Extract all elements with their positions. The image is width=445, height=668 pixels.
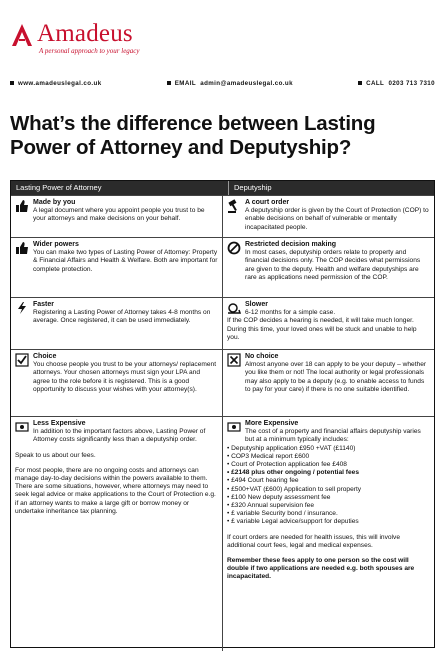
- lpa-row-title: Made by you: [33, 199, 76, 206]
- lpa-cell: [11, 196, 223, 237]
- deputyship-row-title: A court order: [245, 199, 290, 206]
- lpa-row-body: In addition to the important factors above, Lasting Power of Attorney costs significantly less than a deputyship order.: [33, 428, 206, 444]
- list-item: • COP3 Medical report £600: [227, 452, 310, 460]
- deputyship-row-body: In most cases, deputyship orders relate to property and financial decisions only. The COP decides what permissions are given to the deputy. Health and welfare deputyships are rare as applications need permission of the COP.: [245, 249, 421, 281]
- deputyship-row-body: The cost of a property and financial affairs deputyship varies but at a minimum typically includes:: [245, 428, 421, 444]
- lpa-cell: [11, 238, 223, 297]
- website-text: www.amadeuslegal.co.uk: [18, 80, 102, 87]
- website-link[interactable]: [10, 80, 102, 92]
- amadeus-logo-icon: [10, 23, 34, 47]
- table-row: [11, 349, 434, 416]
- comparison-table: [10, 180, 435, 648]
- deputyship-row-body-extra: If the COP decides a hearing is needed, it will take much longer. During this time, your loved ones will be stuck and unable to help you.: [227, 317, 417, 341]
- deputyship-row-title: Restricted decision making: [245, 241, 337, 248]
- money-icon: [227, 420, 241, 434]
- brand-name: Amadeus: [37, 20, 133, 47]
- lpa-row-title: Faster: [33, 301, 55, 308]
- prohibited-icon: [227, 241, 241, 255]
- deputyship-row-title: Slower: [245, 301, 268, 308]
- lightning-icon: [15, 301, 29, 315]
- email-label: EMAIL: [174, 80, 196, 87]
- table-header: [11, 181, 434, 195]
- lpa-ongoing-costs: For most people, there are no ongoing costs and attorneys can manage day-to-day decisions within the powers available to them. There are some situations, however, where attorneys may need to seek legal advice or make applications to the Court of Protection e.g. if an attorney wants to make a large gift or borrow money or undertake inheritance tax planning.: [15, 466, 216, 515]
- bullet-square-icon: [358, 81, 362, 85]
- deputyship-row-title: More Expensive: [245, 420, 299, 427]
- brand-tagline: A personal approach to your legacy: [39, 47, 140, 55]
- thumbs-up-icon: [15, 241, 29, 255]
- table-row: [11, 195, 434, 237]
- bullet-square-icon: [167, 81, 171, 85]
- table-row: [11, 297, 434, 349]
- logo[interactable]: [10, 22, 140, 55]
- bullet-square-icon: [10, 81, 14, 85]
- deputyship-row-body: Almost anyone over 18 can apply to be your deputy – whether you like them or not! The local authority or legal professionals may also apply to be a deputy (e.g. to enable access to funds to pay for your care) if there is no one suitable identified.: [245, 361, 427, 393]
- table-row: [11, 416, 434, 651]
- deputyship-cell: [223, 350, 434, 416]
- lpa-cell: [11, 298, 223, 349]
- deputyship-cell: [223, 298, 434, 349]
- deputyship-cell: [223, 417, 434, 651]
- health-orders-note: If court orders are needed for health issues, this will involve additional court fees, legal and medical expenses.: [227, 533, 400, 549]
- list-item: • £320 Annual supervision fee: [227, 502, 314, 510]
- list-item: • £100 New deputy assessment fee: [227, 493, 331, 501]
- list-item: • Court of Protection application fee £408: [227, 461, 347, 469]
- fees-reminder: Remember these fees apply to one person so the cost will double if two applications are needed e.g. both spouses are incapacitated.: [227, 557, 415, 581]
- lpa-row-body: You can make two types of Lasting Power of Attorney: Property & Financial Affairs and Health & Welfare. Both are important for complete protection.: [33, 249, 218, 273]
- lpa-cell: [11, 417, 223, 651]
- call-label: CALL: [366, 80, 385, 87]
- cross-icon: [227, 353, 241, 367]
- col-header-deputyship: Deputyship: [234, 183, 272, 192]
- table-row: [11, 237, 434, 297]
- lpa-row-title: Choice: [33, 353, 57, 360]
- email-text: admin@amadeuslegal.co.uk: [200, 80, 293, 87]
- list-item: • £500+VAT (£600) Application to sell property: [227, 485, 362, 493]
- phone-text: 0203 713 7310: [388, 80, 435, 87]
- lpa-row-body: You choose people you trust to be your attorneys/ replacement attorneys. Your chosen attorneys must sign your LPA and agree to the role before it is registered. This is a good opportunity to discuss your wishes with your attorney(s).: [33, 361, 217, 393]
- phone-link[interactable]: [358, 80, 435, 92]
- lpa-cell: [11, 350, 223, 416]
- lpa-row-body: A legal document where you appoint people you trust to be your attorneys and make decisions on your behalf.: [33, 207, 205, 223]
- col-header-lpa: Lasting Power of Attorney: [11, 181, 229, 195]
- thumbs-up-icon: [15, 199, 29, 213]
- checkmark-icon: [15, 353, 29, 367]
- gavel-icon: [227, 199, 241, 213]
- list-item: • £ variable Legal advice/support for deputies: [227, 518, 359, 526]
- snail-icon: [227, 301, 241, 315]
- contact-bar: [10, 80, 435, 92]
- deputyship-cell: [223, 196, 434, 237]
- page-title: What’s the difference between Lasting Power of Attorney and Deputyship?: [10, 112, 376, 159]
- deputyship-cell: [223, 238, 434, 297]
- lpa-fees-note: Speak to us about our fees.: [15, 451, 96, 459]
- money-icon: [15, 420, 29, 434]
- list-item: • £494 Court hearing fee: [227, 477, 299, 485]
- deputyship-row-body: 6-12 months for a simple case.: [245, 309, 336, 317]
- fee-list: [227, 445, 430, 527]
- deputyship-row-body: A deputyship order is given by the Court of Protection (COP) to enable decisions on behalf of vulnerable or mentally incapacitated people.: [245, 207, 429, 231]
- list-item: • £ variable Security bond / insurance.: [227, 510, 338, 518]
- email-link[interactable]: [167, 80, 293, 92]
- lpa-row-body: Registering a Lasting Power of Attorney takes 4-8 months on average. Once registered, it can be used immediately.: [33, 309, 211, 325]
- ongoing-fees-heading: • £2148 plus other ongoing / potential fees: [227, 469, 360, 477]
- header: [0, 0, 445, 80]
- lpa-row-title: Wider powers: [33, 241, 79, 248]
- list-item: • Deputyship application £950 +VAT (£1140): [227, 444, 356, 452]
- lpa-row-title: Less Expensive: [33, 420, 86, 427]
- deputyship-row-title: No choice: [245, 353, 279, 360]
